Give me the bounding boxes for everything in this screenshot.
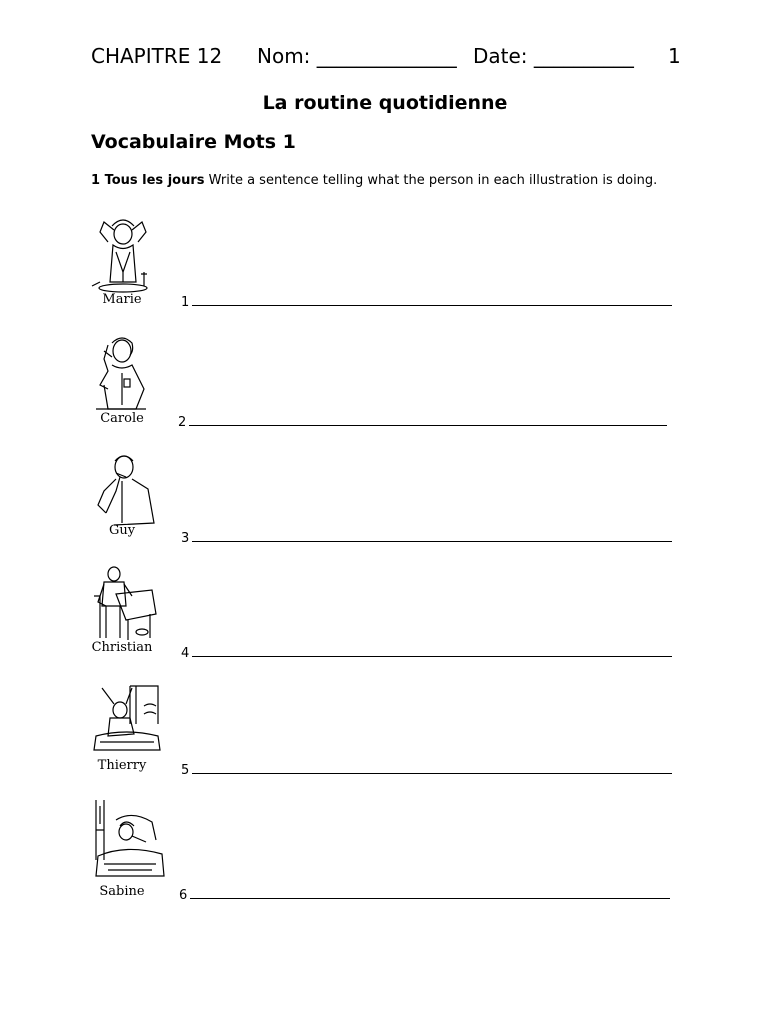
answer-blank[interactable] — [192, 646, 672, 657]
instruction-label: 1 Tous les jours — [91, 173, 205, 188]
item-name: Sabine — [99, 884, 145, 899]
item-number: 2 — [178, 415, 187, 430]
woman-in-bed-icon — [86, 800, 166, 884]
instruction-text: Write a sentence telling what the person in each illustration is doing. — [204, 173, 658, 188]
item-number: 5 — [181, 763, 190, 778]
item-name: Guy — [108, 523, 136, 538]
woman-on-phone-icon — [86, 333, 166, 417]
item-number: 6 — [179, 888, 188, 903]
answer-line[interactable] — [179, 888, 670, 903]
page-header — [91, 44, 681, 74]
answer-blank[interactable] — [189, 415, 667, 426]
exercise-item — [86, 684, 686, 794]
item-name: Thierry — [97, 758, 147, 773]
exercise-item — [86, 451, 686, 561]
page-number: 1 — [668, 44, 681, 68]
date-field: Date: __________ — [473, 44, 634, 68]
item-name: Christian — [91, 640, 153, 655]
answer-blank[interactable] — [192, 295, 672, 306]
exercise-item — [86, 333, 686, 443]
item-number: 4 — [181, 646, 190, 661]
page-title: La routine quotidienne — [262, 92, 508, 114]
item-number: 1 — [181, 295, 190, 310]
answer-line[interactable] — [181, 763, 672, 778]
exercise-item — [86, 212, 686, 322]
answer-line[interactable] — [178, 415, 667, 430]
item-name: Marie — [102, 292, 142, 307]
exercise-item — [86, 800, 686, 910]
answer-line[interactable] — [181, 295, 672, 310]
woman-brushing-hair-icon — [86, 212, 166, 296]
name-field: Nom: ______________ — [257, 44, 457, 68]
item-name: Carole — [100, 411, 144, 426]
section-heading: Vocabulaire Mots 1 — [91, 131, 296, 153]
answer-blank[interactable] — [190, 888, 670, 899]
exercise-item — [86, 566, 686, 676]
item-number: 3 — [181, 531, 190, 546]
answer-line[interactable] — [181, 646, 672, 661]
answer-blank[interactable] — [192, 763, 672, 774]
answer-blank[interactable] — [192, 531, 672, 542]
boy-waking-up-icon — [86, 684, 166, 768]
man-at-table-icon — [86, 566, 166, 650]
answer-line[interactable] — [181, 531, 672, 546]
instruction — [91, 173, 657, 188]
chapter-label: CHAPITRE 12 — [91, 44, 223, 68]
